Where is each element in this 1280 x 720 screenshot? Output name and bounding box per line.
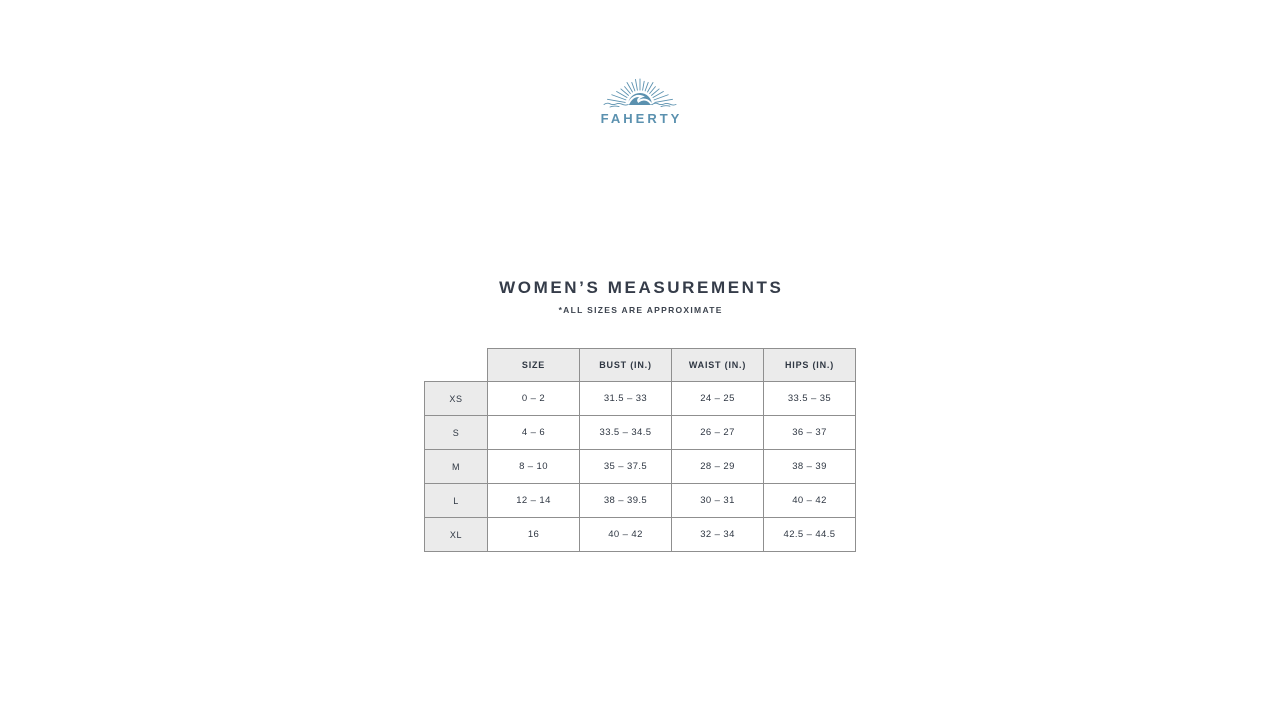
cell-l-bust: 38 – 39.5 <box>580 484 672 518</box>
cell-xs-size: 0 – 2 <box>488 382 580 416</box>
brand-name: FAHERTY <box>600 111 683 126</box>
column-header-bust: BUST (IN.) <box>580 349 672 382</box>
size-guide-content <box>0 278 1280 552</box>
cell-xs-hips: 33.5 – 35 <box>764 382 856 416</box>
cell-m-hips: 38 – 39 <box>764 450 856 484</box>
page-subtitle: *ALL SIZES ARE APPROXIMATE <box>558 305 723 315</box>
table-header-row <box>425 349 856 382</box>
cell-s-waist: 26 – 27 <box>672 416 764 450</box>
column-header-hips: HIPS (IN.) <box>764 349 856 382</box>
cell-xs-bust: 31.5 – 33 <box>580 382 672 416</box>
measurements-table <box>424 348 856 552</box>
table-row-xl <box>425 518 856 552</box>
row-label-s: S <box>425 416 488 450</box>
table-row-m <box>425 450 856 484</box>
cell-s-bust: 33.5 – 34.5 <box>580 416 672 450</box>
cell-xl-size: 16 <box>488 518 580 552</box>
column-header-waist: WAIST (IN.) <box>672 349 764 382</box>
cell-l-hips: 40 – 42 <box>764 484 856 518</box>
cell-l-waist: 30 – 31 <box>672 484 764 518</box>
cell-s-size: 4 – 6 <box>488 416 580 450</box>
cell-xl-hips: 42.5 – 44.5 <box>764 518 856 552</box>
cell-m-waist: 28 – 29 <box>672 450 764 484</box>
table-row-xs <box>425 382 856 416</box>
cell-xl-waist: 32 – 34 <box>672 518 764 552</box>
cell-m-size: 8 – 10 <box>488 450 580 484</box>
column-header-size: SIZE <box>488 349 580 382</box>
header-spacer-cell <box>425 349 488 382</box>
cell-xs-waist: 24 – 25 <box>672 382 764 416</box>
row-label-xs: XS <box>425 382 488 416</box>
row-label-l: L <box>425 484 488 518</box>
table-row-s <box>425 416 856 450</box>
row-label-xl: XL <box>425 518 488 552</box>
cell-m-bust: 35 – 37.5 <box>580 450 672 484</box>
row-label-m: M <box>425 450 488 484</box>
table-row-l <box>425 484 856 518</box>
cell-l-size: 12 – 14 <box>488 484 580 518</box>
cell-xl-bust: 40 – 42 <box>580 518 672 552</box>
sun-over-wave-icon <box>598 74 682 110</box>
cell-s-hips: 36 – 37 <box>764 416 856 450</box>
page-title: WOMEN’S MEASUREMENTS <box>499 278 784 297</box>
brand-logo <box>0 0 1280 126</box>
